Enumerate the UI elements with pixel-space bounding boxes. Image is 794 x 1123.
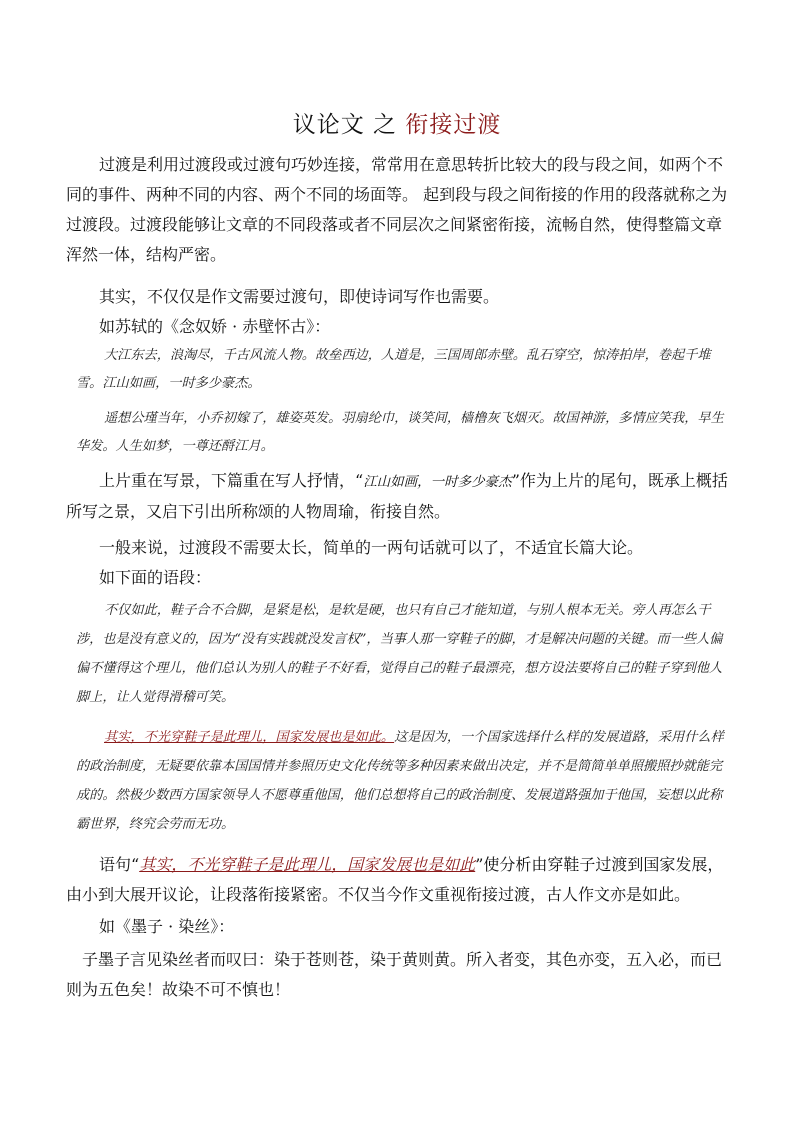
analysis2-quote: 其实，不光穿鞋子是此理儿，国家发展也是如此 xyxy=(139,855,476,874)
example-paragraph-2 xyxy=(76,723,728,839)
example2-highlight: 其实，不光穿鞋子是此理儿，国家发展也是如此。 xyxy=(104,730,395,745)
poem-stanza-1: 大江东去，浪淘尽，千古风流人物。故垒西边，人道是，三国周郎赤壁。乱石穿空，惊涛拍岸，卷起千堆雪。江山如画，一时多少豪杰。 xyxy=(76,348,711,391)
analysis1-after: ”作为上片的尾句，既承上概括所写之景，又启下引出所称颂的人物周瑜，衔接自然。 xyxy=(66,471,728,521)
analysis-paragraph-2 xyxy=(66,850,728,910)
intro-paragraph: 过渡是利用过渡段或过渡句巧妙连接，常常用在意思转折比较大的段与段之间，如两个不同的事件、两种不同的内容、两个不同的场面等。 起到段与段之间衔接的作用的段落就称之为过渡段。过渡段能够让文章的不同段落或者不同层次之间紧密衔接，流畅自然，使得整篇文章浑然一体，结构严密。 xyxy=(66,155,728,264)
example-paragraph-1: 不仅如此，鞋子合不合脚，是紧是松，是软是硬，也只有自己才能知道，与别人根本无关。旁人再怎么干涉，也是没有意义的，因为“没有实践就没发言权”，当事人那一穿鞋子的脚，才是解决问题的关键。而一些人偏偏不懂得这个理儿，他们总认为别人的鞋子不好看，觉得自己的鞋子最漂亮，想方设法要将自己的鞋子穿到他人脚上，让人觉得滑稽可笑。 xyxy=(76,603,723,705)
paragraph-poetry-note: 其实，不仅仅是作文需要过渡句，即使诗词写作也需要。 xyxy=(99,287,500,306)
paragraph-mozi-intro: 如《墨子 · 染丝》： xyxy=(99,917,235,936)
poem-stanza-2: 遥想公瑾当年，小乔初嫁了，雄姿英发。羽扇纶巾，谈笑间，樯橹灰飞烟灭。故国神游，多情应笑我，早生华发。人生如梦，一尊还酹江月。 xyxy=(76,411,724,454)
analysis2-after: ”使分析由穿鞋子过渡到国家发展，由小到大展开议论，让段落衔接紧密。不仅当今作文重视衔接过渡，古人作文亦是如此。 xyxy=(66,855,724,904)
title-main: 议论文 之 xyxy=(292,112,406,138)
paragraph-length-note: 一般来说，过渡段不需要太长，简单的一两句话就可以了，不适宜长篇大论。 xyxy=(99,538,644,557)
title-accent: 衔接过渡 xyxy=(405,112,502,138)
analysis1-before: 上片重在写景，下篇重在写人抒情，“ xyxy=(99,471,364,490)
analysis-paragraph-1 xyxy=(66,466,728,527)
paragraph-poem-intro: 如苏轼的《念奴娇 · 赤壁怀古》： xyxy=(99,317,331,336)
paragraph-example-intro: 如下面的语段： xyxy=(99,568,212,587)
example2-rest: 这是因为，一个国家选择什么样的发展道路，采用什么样的政治制度，无疑要依靠本国国情并参照历史文化传统等多种因素来做出决定，并不是简简单单照搬照抄就能完成的。然极少数西方国家领导人不愿尊重他国，他们总想将自己的政治制度、发展道路强加于他国，妄想以此称霸世界，终究会劳而无功。 xyxy=(76,730,724,832)
analysis1-quote: 江山如画，一时多少豪杰 xyxy=(363,474,512,490)
mozi-quote: 子墨子言见染丝者而叹曰：染于苍则苍，染于黄则黄。所入者变，其色亦变，五入必，而已则为五色矣！故染不可不慎也！ xyxy=(66,950,723,999)
page-title xyxy=(0,106,794,139)
analysis2-before: 语句“ xyxy=(99,855,140,874)
